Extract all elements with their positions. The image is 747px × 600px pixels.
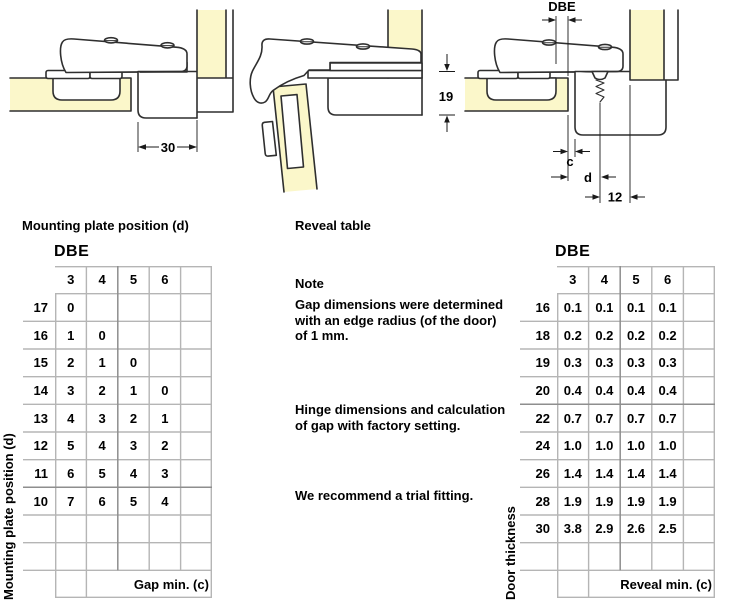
table-value: 2 bbox=[98, 382, 106, 398]
mounting-plate bbox=[328, 78, 422, 115]
table-value: 0.4 bbox=[626, 382, 646, 398]
table-value: 0.3 bbox=[595, 355, 614, 371]
table-value: 0.1 bbox=[563, 299, 582, 315]
table-value: 0.3 bbox=[563, 355, 582, 371]
table-value: 0 bbox=[98, 327, 106, 343]
col-header: 3 bbox=[569, 272, 577, 288]
row-label: 18 bbox=[535, 327, 550, 343]
table-value: 1 bbox=[67, 327, 75, 343]
table-value: 0.7 bbox=[658, 410, 677, 426]
table-value: 3 bbox=[67, 382, 75, 398]
row-label: 26 bbox=[535, 465, 550, 481]
table-value: 0.2 bbox=[563, 327, 582, 343]
note-paragraph-1 bbox=[295, 297, 503, 344]
cabinet-panel bbox=[630, 10, 664, 80]
table-value: 1.0 bbox=[595, 438, 614, 454]
left-table-dbe-heading: DBE bbox=[54, 243, 90, 260]
table-value: 4 bbox=[161, 493, 169, 509]
table-value: 0.7 bbox=[563, 410, 582, 426]
table-value: 1.9 bbox=[563, 493, 582, 509]
col-header: 3 bbox=[67, 272, 75, 288]
dim-label-30: 30 bbox=[160, 140, 176, 155]
table-value: 1.4 bbox=[658, 465, 677, 481]
note-line: with an edge radius (of the door) bbox=[295, 312, 497, 328]
table-value: 4 bbox=[67, 410, 75, 426]
reveal-table-dbe-heading: DBE bbox=[555, 243, 591, 260]
left-table-title: Mounting plate position (d) bbox=[22, 218, 189, 233]
table-value: 0.4 bbox=[595, 382, 614, 398]
table-value: 0.3 bbox=[658, 355, 677, 371]
table-value: 0.2 bbox=[595, 327, 614, 343]
dim-label-12: 12 bbox=[607, 189, 623, 205]
note-paragraph-3: We recommend a trial fitting. bbox=[295, 488, 474, 503]
table-value: 1.9 bbox=[626, 493, 646, 509]
drawing-hinge-dimensions bbox=[465, 10, 678, 135]
row-label: 16 bbox=[33, 327, 48, 343]
reveal-table-footer: Reveal min. (c) bbox=[620, 576, 712, 592]
table-value: 2.9 bbox=[595, 521, 614, 537]
table-value: 0.4 bbox=[563, 382, 582, 398]
row-label: 28 bbox=[535, 493, 550, 509]
row-label: 22 bbox=[535, 410, 550, 426]
mounting-plate-position-table bbox=[23, 266, 212, 598]
table-value: 4 bbox=[129, 465, 138, 481]
note-line: Hinge dimensions and calculation bbox=[295, 402, 506, 417]
table-value: 5 bbox=[129, 493, 138, 509]
table-value: 1.0 bbox=[563, 438, 582, 454]
dim-label-19: 19 bbox=[438, 89, 454, 104]
table-value: 7 bbox=[67, 493, 75, 509]
row-label: 15 bbox=[33, 355, 48, 371]
hinge-cup bbox=[53, 78, 120, 100]
table-value: 1 bbox=[98, 355, 106, 371]
table-value: 2 bbox=[129, 410, 138, 426]
table-value: 0.7 bbox=[595, 410, 614, 426]
dim-label-c: c bbox=[566, 154, 574, 169]
row-label: 10 bbox=[33, 493, 48, 509]
table-value: 1 bbox=[161, 410, 169, 426]
table-value: 2 bbox=[161, 438, 169, 454]
table-value: 0.1 bbox=[595, 299, 614, 315]
row-label: 19 bbox=[535, 355, 550, 371]
table-value: 0.1 bbox=[626, 299, 646, 315]
col-header: 4 bbox=[98, 272, 106, 288]
table-value: 0 bbox=[161, 382, 169, 398]
row-label: 12 bbox=[33, 438, 48, 454]
row-label: 16 bbox=[535, 299, 550, 315]
note-line: Gap dimensions were determined bbox=[295, 297, 504, 312]
col-header: 6 bbox=[161, 272, 169, 288]
dim-label-d: d bbox=[584, 170, 592, 185]
dim-label-dbe: DBE bbox=[548, 0, 576, 14]
cabinet-panel bbox=[197, 10, 226, 78]
table-value: 1.9 bbox=[658, 493, 677, 509]
table-value: 0.1 bbox=[658, 299, 677, 315]
table-value: 5 bbox=[98, 465, 106, 481]
cup-flange-open bbox=[262, 122, 276, 157]
table-value: 3 bbox=[129, 438, 138, 454]
table-value: 6 bbox=[67, 465, 75, 481]
table-value: 4 bbox=[98, 438, 106, 454]
mounting-plate bbox=[575, 72, 666, 136]
note-heading: Note bbox=[295, 276, 324, 291]
hinge-section-drawings bbox=[0, 0, 747, 212]
table-value: 0 bbox=[129, 355, 138, 371]
row-label: 20 bbox=[535, 382, 550, 398]
table-value: 3 bbox=[161, 465, 169, 481]
note-paragraph-2 bbox=[295, 402, 505, 433]
table-value: 1.4 bbox=[626, 465, 646, 481]
reveal-table bbox=[520, 266, 715, 598]
col-header: 5 bbox=[632, 272, 640, 288]
table-value: 1.9 bbox=[595, 493, 614, 509]
row-label: 30 bbox=[535, 521, 550, 537]
row-label: 14 bbox=[33, 382, 48, 398]
left-table-footer: Gap min. (c) bbox=[133, 576, 209, 592]
table-value: 0.3 bbox=[626, 355, 646, 371]
mounting-plate bbox=[138, 72, 197, 119]
table-value: 3.8 bbox=[563, 521, 582, 537]
row-label: 13 bbox=[33, 410, 48, 426]
drawing-hinge-open bbox=[250, 10, 422, 192]
table-value: 6 bbox=[98, 493, 106, 509]
screw-head bbox=[592, 72, 608, 80]
note-line: of gap with factory setting. bbox=[295, 417, 461, 433]
arm-plate-lower bbox=[308, 71, 422, 79]
table-value: 3 bbox=[98, 410, 106, 426]
table-value: 0.2 bbox=[658, 327, 677, 343]
table-value: 2.6 bbox=[626, 521, 646, 537]
drawing-hinge-closed bbox=[10, 10, 233, 118]
col-header: 5 bbox=[129, 272, 138, 288]
row-label: 17 bbox=[33, 299, 48, 315]
table-value: 0.7 bbox=[626, 410, 646, 426]
reveal-table-axis-label: Door thickness bbox=[503, 506, 518, 600]
arrowheads bbox=[549, 17, 576, 23]
table-value: 2 bbox=[67, 355, 75, 371]
table-value: 1.0 bbox=[658, 438, 677, 454]
left-table-axis-label: Mounting plate position (d) bbox=[1, 433, 16, 600]
table-value: 1.4 bbox=[595, 465, 614, 481]
table-value: 0.4 bbox=[658, 382, 677, 398]
col-header: 4 bbox=[600, 272, 608, 288]
row-label: 11 bbox=[34, 465, 48, 481]
table-value: 0 bbox=[67, 299, 75, 315]
table-value: 1.0 bbox=[626, 438, 646, 454]
row-label: 24 bbox=[535, 438, 550, 454]
hinge-cup bbox=[487, 78, 556, 100]
reveal-table-title: Reveal table bbox=[295, 218, 371, 233]
table-value: 2.5 bbox=[658, 521, 677, 537]
table-value: 1.4 bbox=[563, 465, 582, 481]
note-line: of 1 mm. bbox=[295, 328, 349, 343]
table-value: 5 bbox=[67, 438, 75, 454]
table-value: 1 bbox=[129, 382, 138, 398]
table-value: 0.2 bbox=[626, 327, 646, 343]
col-header: 6 bbox=[663, 272, 672, 288]
arm-plate-upper bbox=[330, 63, 422, 71]
